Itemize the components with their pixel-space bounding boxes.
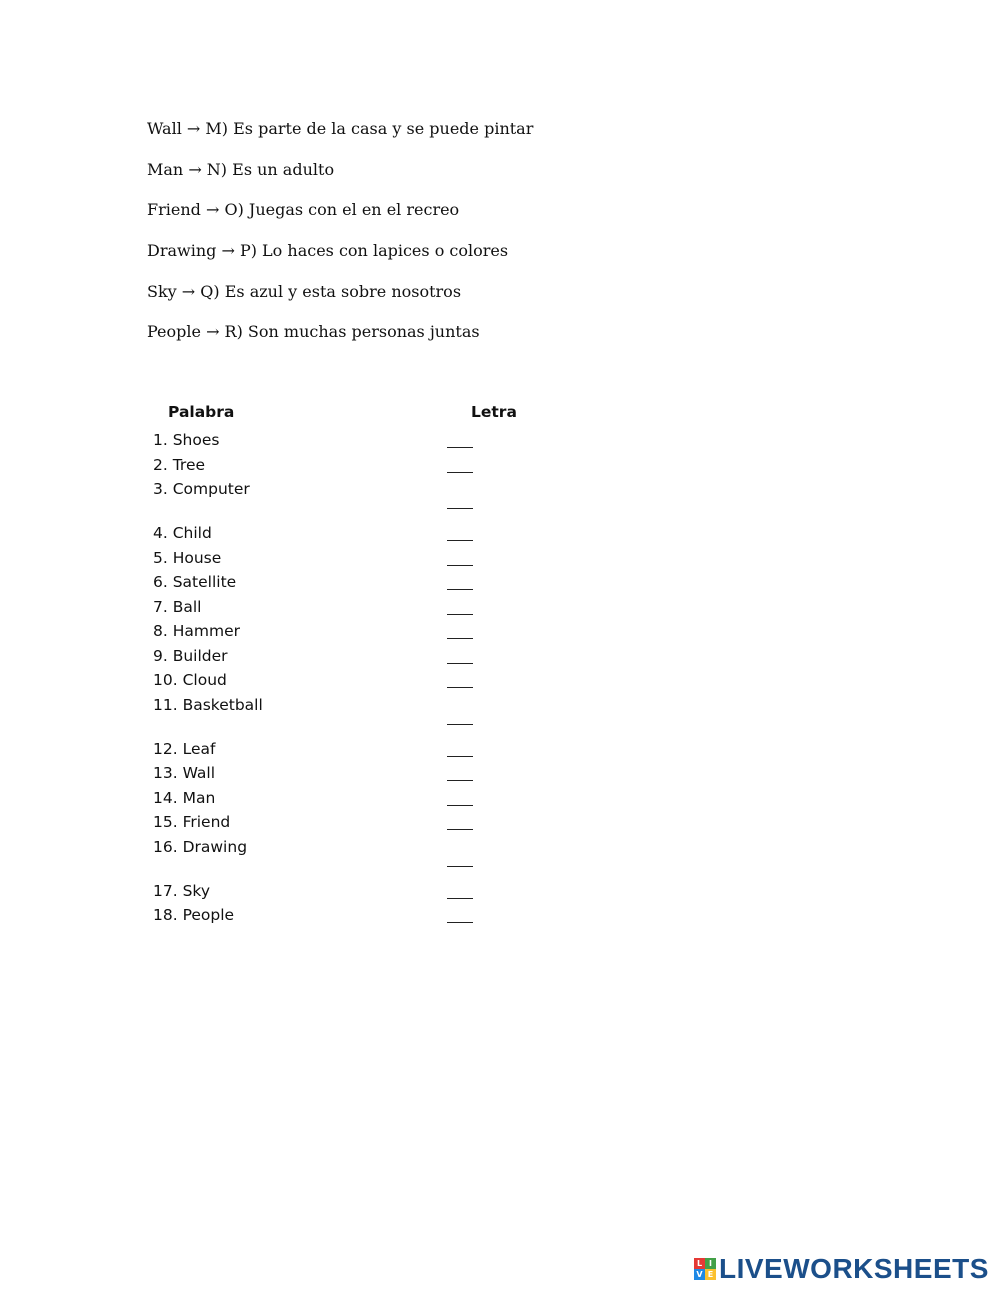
liveworksheets-logo-icon (694, 1258, 716, 1280)
definition-line: Man → N) Es un adulto (147, 159, 335, 179)
table-row (153, 645, 553, 670)
table-row (153, 522, 553, 547)
logo-tile: V (694, 1269, 705, 1280)
table-row (153, 738, 553, 763)
answer-blank[interactable] (447, 565, 473, 566)
answer-blank[interactable] (447, 805, 473, 806)
table-row (153, 620, 553, 645)
table-row (153, 904, 553, 929)
answer-blank[interactable] (447, 724, 473, 725)
logo-text: LIVEWORKSHEETS (719, 1253, 989, 1284)
answer-blank[interactable] (447, 540, 473, 541)
table-row (153, 478, 553, 522)
row-word: 5. House (153, 548, 222, 567)
answer-blank[interactable] (447, 447, 473, 448)
answer-blank[interactable] (447, 829, 473, 830)
table-row (153, 880, 553, 905)
table-row (153, 762, 553, 787)
definition-line: Sky → Q) Es azul y esta sobre nosotros (147, 281, 462, 301)
answer-blank[interactable] (447, 472, 473, 473)
row-word: 1. Shoes (153, 431, 220, 449)
word-letter-table (153, 403, 553, 929)
table-row (153, 811, 553, 836)
row-word: 3. Computer (153, 480, 250, 498)
table-row (153, 694, 553, 738)
row-word: 12. Leaf (153, 739, 216, 758)
answer-blank[interactable] (447, 922, 473, 923)
row-word: 13. Wall (153, 764, 216, 782)
logo-tile: I (705, 1258, 716, 1269)
table-row (153, 429, 553, 454)
row-word: 14. Man (153, 788, 216, 807)
definition-line: Friend → O) Juegas con el en el recreo (147, 200, 460, 220)
definition-line: Wall → M) Es parte de la casa y se puede pintar (147, 119, 534, 138)
liveworksheets-logo (694, 1253, 989, 1284)
row-word: 7. Ball (153, 597, 202, 616)
row-word: 11. Basketball (153, 695, 263, 714)
header-word: Palabra (168, 403, 235, 421)
answer-blank[interactable] (447, 589, 473, 590)
table-row (153, 669, 553, 694)
row-word: 9. Builder (153, 646, 228, 665)
table-row (153, 454, 553, 479)
table-row (153, 547, 553, 572)
answer-blank[interactable] (447, 663, 473, 664)
definition-line: Drawing → P) Lo haces con lapices o colores (147, 241, 509, 261)
table-body (153, 429, 553, 929)
row-word: 18. People (153, 906, 235, 924)
table-row (153, 787, 553, 812)
header-letter: Letra (471, 403, 517, 421)
answer-blank[interactable] (447, 614, 473, 615)
answer-blank[interactable] (447, 780, 473, 781)
answer-blank[interactable] (447, 638, 473, 639)
logo-tile: E (705, 1269, 716, 1280)
logo-tile: L (694, 1258, 705, 1269)
table-row (153, 596, 553, 621)
table-header (153, 403, 553, 429)
row-word: 4. Child (153, 524, 212, 542)
row-word: 17. Sky (153, 881, 211, 900)
definition-line: People → R) Son muchas personas juntas (147, 322, 480, 342)
row-word: 16. Drawing (153, 837, 248, 856)
answer-blank[interactable] (447, 866, 473, 867)
row-word: 8. Hammer (153, 622, 240, 640)
table-row (153, 836, 553, 880)
table-row (153, 571, 553, 596)
row-word: 15. Friend (153, 813, 231, 831)
row-word: 2. Tree (153, 455, 206, 474)
answer-blank[interactable] (447, 898, 473, 899)
row-word: 6. Satellite (153, 573, 237, 591)
answer-blank[interactable] (447, 756, 473, 757)
answer-blank[interactable] (447, 508, 473, 509)
definitions-list (147, 116, 747, 360)
row-word: 10. Cloud (153, 671, 227, 689)
answer-blank[interactable] (447, 687, 473, 688)
